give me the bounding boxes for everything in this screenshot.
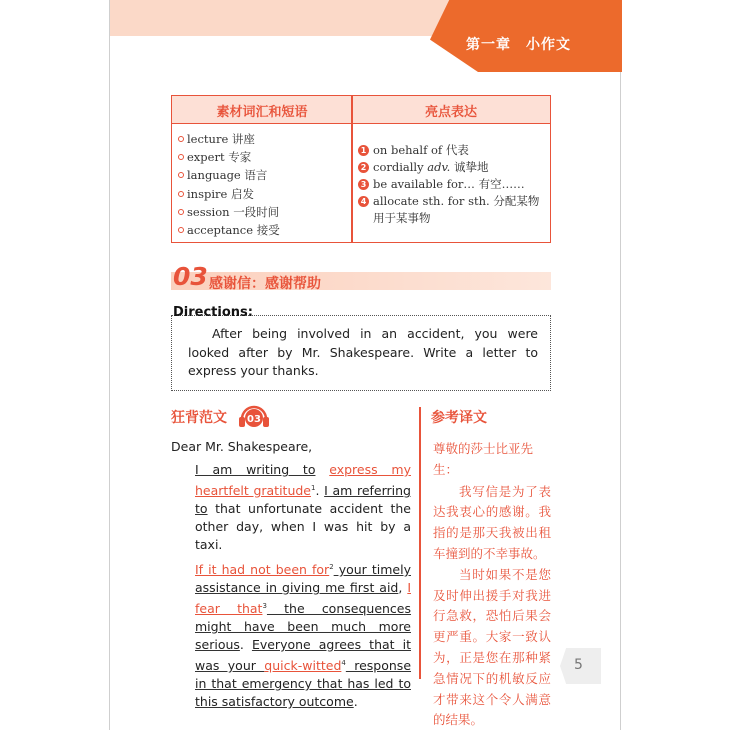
- list-item: inspire 启发: [178, 185, 280, 203]
- list-item: session 一段时间: [178, 203, 280, 221]
- page-number: 5: [574, 657, 583, 673]
- phrase-list: [358, 142, 548, 227]
- list-item: language 语言: [178, 166, 280, 184]
- list-item: lecture 讲座: [178, 130, 280, 148]
- letter-paragraph-2: If it had not been for$^2$ your timely assistance in giving me first aid, I fear that$^3$ the consequences might have been much more serious. Everyone agrees that it was your quick-witted$^4$ response in that emergency that has led to this satisfactory outcome.: [195, 562, 412, 709]
- circle-bullet-icon: [178, 154, 184, 160]
- circle-bullet-icon: [178, 209, 184, 215]
- number-circle-icon: 3: [358, 179, 369, 190]
- list-item: 1 on behalf of 代表: [358, 142, 548, 159]
- table-column-divider: [351, 96, 353, 242]
- model-essay-label: 狂背范文: [171, 410, 227, 426]
- directions-label: Directions:: [173, 305, 253, 320]
- list-item-continuation: 用于某事物: [373, 211, 431, 225]
- list-item: expert 专家: [178, 148, 280, 166]
- table-header-words: 素材词汇和短语: [216, 105, 308, 120]
- letter-paragraph-1: I am writing to express my heartfelt gratitude$^1$. I am referring to that unfortunate accident the other day, when I was hit by a taxi.: [195, 462, 411, 552]
- circle-bullet-icon: [178, 227, 184, 233]
- translation-paragraph-2: 当时如果不是您及时伸出援手对我进行急救，恐怕后果会更严重。大家一致认为，正是您在那种紧急情况下的机敏反应才带来这个令人满意的结果。: [433, 566, 551, 728]
- circle-bullet-icon: [178, 136, 184, 142]
- section-title: 感谢信：感谢帮助: [209, 276, 321, 292]
- circle-bullet-icon: [178, 191, 184, 197]
- number-circle-icon: 4: [358, 196, 369, 207]
- audio-track-number: 03: [247, 414, 261, 425]
- chapter-title: 第一章 小作文: [466, 37, 571, 53]
- list-item: acceptance 接受: [178, 221, 280, 239]
- column-divider: [419, 407, 421, 679]
- section-number: 03: [173, 262, 208, 291]
- number-circle-icon: 1: [358, 145, 369, 156]
- table-header-highlights: 亮点表达: [424, 105, 477, 120]
- translation-paragraph-1: 我写信是为了表达我衷心的感谢。我指的是那天我被出租车撞到的不幸事故。: [433, 483, 551, 561]
- directions-text: After being involved in an accident, you were looked after by Mr. Shakespeare. Write a letter to express your thanks.: [188, 326, 538, 378]
- word-list: [178, 130, 280, 239]
- vocab-table: [171, 95, 551, 243]
- letter-salutation: Dear Mr. Shakespeare,: [171, 439, 313, 454]
- headphones-audio-icon[interactable]: [236, 403, 272, 429]
- translation-salutation: 尊敬的莎士比亚先生：: [433, 441, 534, 477]
- table-header-row: [172, 96, 550, 124]
- circle-bullet-icon: [178, 172, 184, 178]
- list-item: 4 allocate sth. for sth. 分配某物: [358, 193, 548, 210]
- number-circle-icon: 2: [358, 162, 369, 173]
- translation-text: [433, 439, 551, 730]
- translation-label: 参考译文: [431, 410, 487, 426]
- list-item: 2 cordially adv. 诚挚地: [358, 159, 548, 176]
- model-letter: [171, 438, 411, 715]
- list-item: 3 be available for… 有空……: [358, 176, 548, 193]
